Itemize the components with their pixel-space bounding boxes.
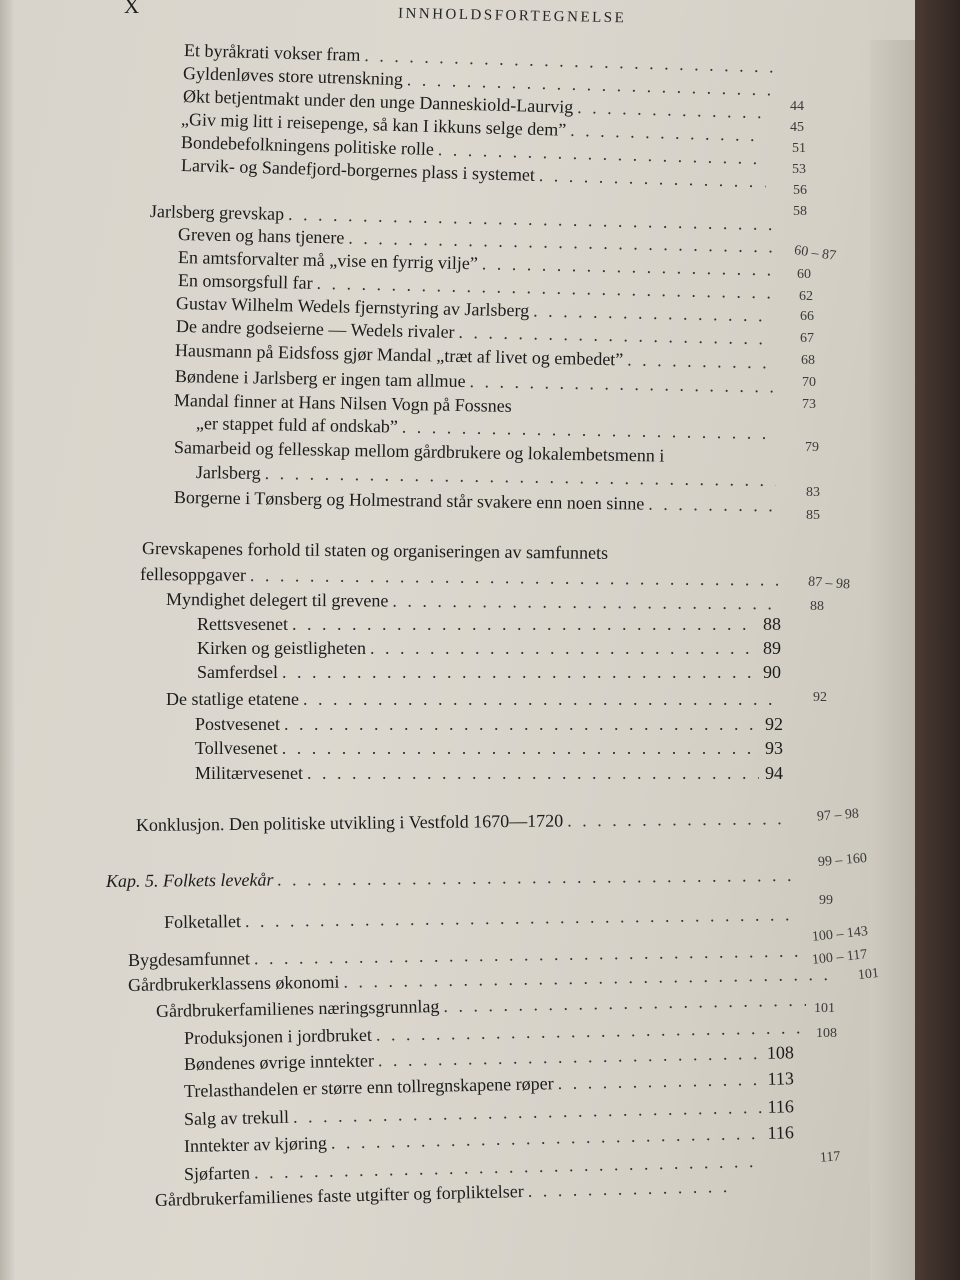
page-gutter xyxy=(0,0,14,1280)
margin-page-number: 45 xyxy=(790,120,804,135)
margin-page-number: 68 xyxy=(801,353,815,368)
margin-page-number: 56 xyxy=(793,183,807,198)
margin-page-number: 88 xyxy=(810,599,824,614)
toc-section: Jarlsberg grevskap . . . xyxy=(150,201,775,235)
toc-entry: Rettsvesenet . . . 88 xyxy=(197,614,781,635)
margin-page-number: 85 xyxy=(806,508,820,523)
toc-entry: En omsorgsfull far . . . xyxy=(178,270,776,304)
margin-page-number: 101 xyxy=(814,1001,835,1016)
toc-entry: Samferdsel . . . 90 xyxy=(197,662,781,683)
toc-entry: Gårdbrukerfamilienes faste utgifter og forpliktelser . . . xyxy=(155,1176,735,1211)
toc-entry: Hausmann på Eidsfoss gjør Mandal „træt af livet og embedet” . . . xyxy=(175,340,773,374)
toc-entry: Borgerne i Tønsberg og Holmestrand står svakere enn noen sinne . . . xyxy=(174,487,778,516)
toc-entry: Jarlsberg . . . xyxy=(196,462,776,491)
toc-entry: „Giv mig litt i reisepenge, så kan I ikkuns selge dem” . . . xyxy=(181,109,766,146)
margin-page-number: 51 xyxy=(792,141,806,156)
margin-page-number: 73 xyxy=(802,397,816,412)
margin-page-number: 108 xyxy=(816,1026,837,1041)
toc-entry: „er stappet fuld af ondskab” . . . xyxy=(196,413,776,444)
next-page-edge xyxy=(870,40,915,1280)
toc-entry: Trelasthandelen er større enn tollregnskapene røper . . . 113 xyxy=(184,1068,794,1102)
toc-entry: Økt betjentmakt under den unge Danneskiold-Laurvig . . . xyxy=(183,86,763,123)
toc-entry: Mandal finner at Hans Nilsen Vogn på Fossnes xyxy=(173,390,512,416)
toc-entry: Et byråkrati vokser fram . . . xyxy=(184,40,774,77)
margin-page-number: 58 xyxy=(793,204,807,219)
toc-section: Folketallet . . . xyxy=(164,904,794,933)
margin-page-number: 92 xyxy=(813,690,827,705)
toc-entry: Bøndenes øvrige inntekter . . . 108 xyxy=(184,1042,794,1075)
margin-page-number: 87 – 98 xyxy=(807,574,851,593)
margin-page-number: 99 – 160 xyxy=(817,850,868,871)
page-heading: INNHOLDSFORTEGNELSE xyxy=(397,5,627,27)
margin-page-number: 70 xyxy=(802,375,816,390)
toc-section: Grevskapenes forhold til staten og organiseringen av samfunnets xyxy=(141,538,609,563)
margin-page-number: 99 xyxy=(819,893,833,908)
toc-entry: De statlige etatene . . . xyxy=(166,689,780,710)
margin-page-number: 101 xyxy=(857,965,880,984)
toc-entry: Postvesenet . . . 92 xyxy=(195,714,783,735)
margin-page-number: 67 xyxy=(800,331,814,346)
toc-section: fellesoppgaver . . . xyxy=(140,564,778,591)
margin-page-number: 66 xyxy=(800,309,814,324)
toc-section: Konklusjon. Den politiske utvikling i Vestfold 1670—1720 . . . xyxy=(136,808,784,836)
toc-entry: Produksjonen i jordbruket . . . xyxy=(184,1017,804,1049)
margin-page-number: 83 xyxy=(806,485,820,500)
toc-entry: Gårdbrukerfamilienes næringsgrunnlag . . . xyxy=(156,990,806,1022)
margin-page-number: 44 xyxy=(790,99,804,114)
toc-entry: En amtsforvalter må „vise en fyrrig vilje” . . . xyxy=(178,247,776,281)
toc-section: Gårdbrukerklassens økonomi . . . xyxy=(128,964,828,996)
toc-entry: Gustav Wilhelm Wedels fjernstyring av Jarlsberg . . . xyxy=(176,293,774,327)
toc-entry: Inntekter av kjøring . . . 116 xyxy=(184,1122,794,1157)
toc-entry: Militærvesenet . . . 94 xyxy=(195,763,783,784)
toc-entry: Larvik- og Sandefjord-borgernes plass i systemet . . . xyxy=(181,155,766,192)
page-number-roman: X xyxy=(124,0,140,18)
toc-entry: Kirken og geistligheten . . . 89 xyxy=(197,638,781,659)
margin-page-number: 53 xyxy=(792,162,806,177)
toc-entry: Myndighet delegert til grevene . . . xyxy=(166,589,780,614)
toc-entry: Salg av trekull . . . 116 xyxy=(184,1096,794,1130)
margin-page-number: 97 – 98 xyxy=(816,806,860,825)
margin-page-number: 60 xyxy=(797,267,811,282)
toc-entry: Tollvesenet . . . 93 xyxy=(195,738,783,759)
margin-page-number: 62 xyxy=(799,289,813,304)
book-cover-edge xyxy=(915,0,960,1280)
toc-entry: Bøndene i Jarlsberg er ingen tam allmue . . . xyxy=(175,366,773,397)
toc-entry: Sjøfarten . . . xyxy=(184,1151,754,1185)
toc-entry: Bondebefolkningens politiske rolle . . . xyxy=(181,132,766,169)
toc-entry: Samarbeid og fellesskap mellom gårdbrukere og lokalembetsmenn i xyxy=(173,437,665,466)
toc-entry: De andre godseierne — Wedels rivaler . . . xyxy=(176,316,774,350)
margin-page-number: 100 – 143 xyxy=(811,924,869,945)
toc-entry: Gyldenløves store utrenskning . . . xyxy=(183,63,773,100)
chapter-heading: Kap. 5. Folkets levekår . . . xyxy=(106,865,796,892)
toc-entry: Greven og hans tjenere . . . xyxy=(178,224,776,258)
margin-page-number: 117 xyxy=(819,1149,841,1166)
toc-section: Bygdesamfunnet . . . xyxy=(128,941,798,971)
margin-page-number: 79 xyxy=(805,440,819,455)
margin-page-number: 60 – 87 xyxy=(793,243,837,264)
margin-page-number: 100 – 117 xyxy=(811,947,869,968)
